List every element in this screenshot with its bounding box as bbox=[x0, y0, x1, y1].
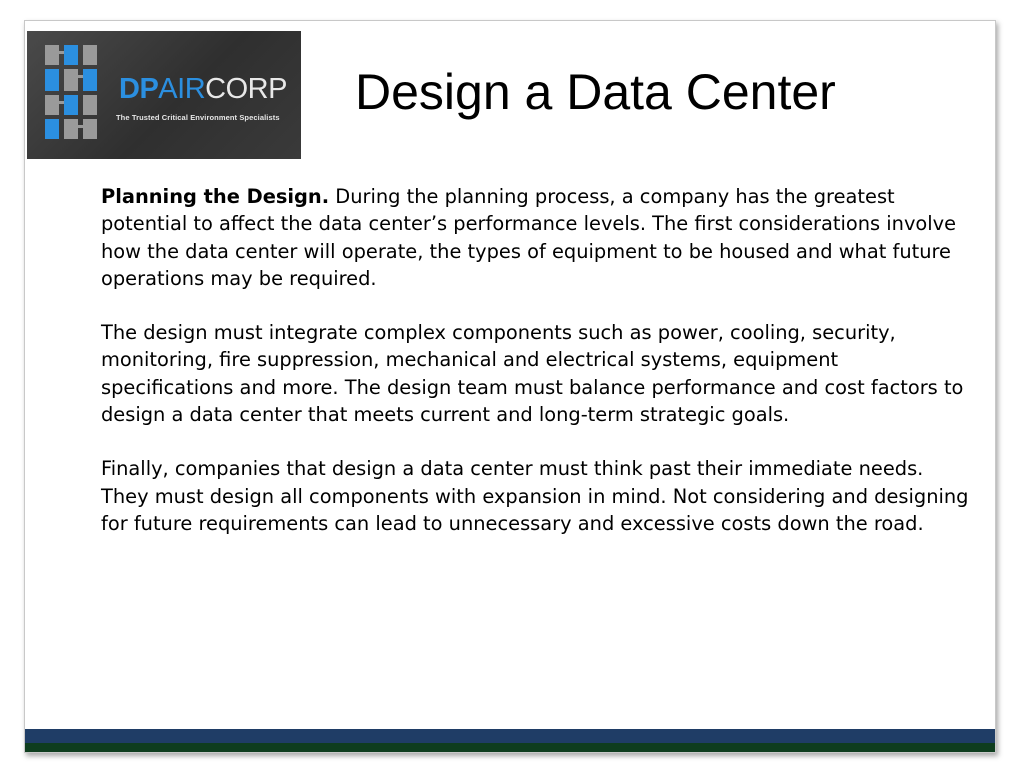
footer-bar-blue bbox=[25, 729, 995, 743]
footer-bar-green bbox=[25, 743, 995, 752]
logo-wordmark bbox=[119, 75, 287, 104]
logo-air: AIR bbox=[158, 73, 206, 105]
slide-title: Design a Data Center bbox=[355, 64, 836, 120]
paragraph-planning bbox=[101, 183, 971, 292]
paragraph-integration: The design must integrate complex components such as power, cooling, security, monitoring, fire suppression, mechanical and electrical systems, equipment specifications and more. The design team must balance performance and cost factors to design a data center that meets current and long-term strategic goals. bbox=[101, 321, 964, 427]
logo-grid-icon bbox=[27, 31, 117, 159]
slide-body bbox=[101, 183, 971, 564]
logo-corp: CORP bbox=[205, 73, 287, 105]
logo-dp: DP bbox=[119, 73, 159, 105]
paragraph-lead: Planning the Design. bbox=[101, 185, 330, 208]
slide bbox=[24, 20, 996, 753]
logo-tagline: The Trusted Critical Environment Specialists bbox=[116, 113, 280, 122]
company-logo bbox=[27, 31, 301, 159]
paragraph-text: During the planning process, a company has the greatest potential to affect the data center’s performance levels. The first considerations involve how the data center will operate, the types of equipment to be housed and what future operations may be required. bbox=[101, 185, 957, 290]
paragraph-expansion: Finally, companies that design a data center must think past their immediate needs. They must design all components with expansion in mind. Not considering and designing for future requirements can lead to unnecessary and excessive costs down the road. bbox=[101, 457, 969, 535]
